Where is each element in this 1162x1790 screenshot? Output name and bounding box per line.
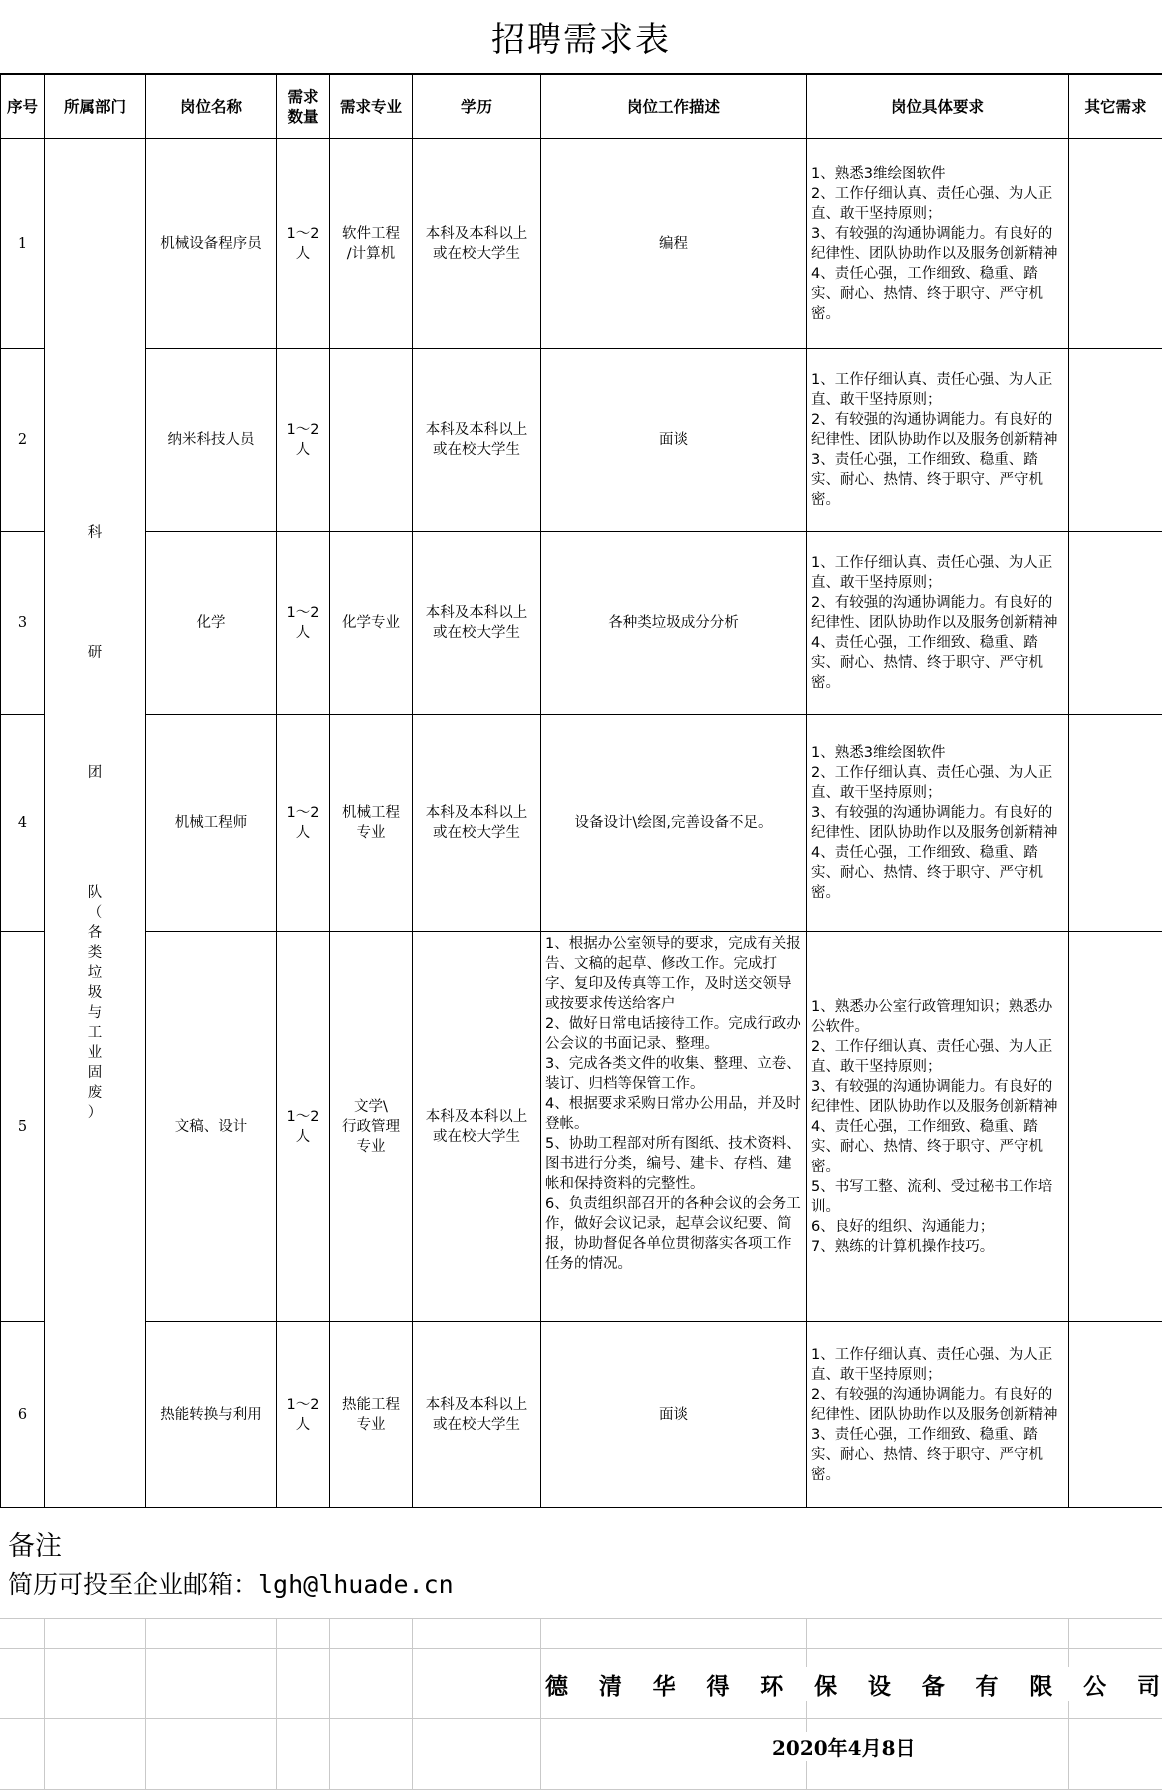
dept-cell <box>45 139 146 1508</box>
company-char: 得 <box>706 1672 730 1700</box>
notes-label: 备注 <box>8 1531 62 1562</box>
header-desc: 岗位工作描述 <box>541 75 807 139</box>
recruitment-table <box>0 74 1162 1508</box>
row-req: 1、熟悉办公室行政管理知识；熟悉办公软件。 2、工作仔细认真、责任心强、为人正直、敢干坚持原则； 3、有较强的沟通协调能力。有良好的纪律性、团队协助作以及服务创新精神 4、责任心强，工作细致、稳重、踏实、耐心、热情、终于职守、严守机密。 5、书写工整、流利、受过秘书工作培训。 6、良好的组织、沟通能力； 7、熟练的计算机操作技巧。 <box>807 932 1069 1322</box>
row-edu: 本科及本科以上 或在校大学生 <box>413 1322 541 1508</box>
table-row <box>1 932 1162 1322</box>
row-desc: 面谈 <box>541 349 807 532</box>
email-line: 简历可投至企业邮箱：lgh@lhuade.cn <box>8 1570 454 1599</box>
page-title: 招聘需求表 <box>0 0 1162 74</box>
row-position: 文稿、设计 <box>146 932 277 1322</box>
header-seq: 序号 <box>1 75 45 139</box>
row-other <box>1069 715 1162 932</box>
table-row <box>1 715 1162 932</box>
company-char: 有 <box>975 1672 999 1700</box>
row-other <box>1069 1322 1162 1508</box>
company-char: 华 <box>652 1672 676 1700</box>
table-body <box>1 139 1162 1508</box>
row-major <box>330 349 413 532</box>
dept-char: 团 <box>87 765 103 781</box>
company-char: 设 <box>867 1672 891 1700</box>
row-qty: 1～2 人 <box>277 532 330 715</box>
dept-char: 废 <box>87 1085 103 1101</box>
row-desc: 1、根据办公室领导的要求，完成有关报告、文稿的起草、修改工作。完成打字、复印及传真等工作，及时送交领导或按要求传送给客户 2、做好日常电话接待工作。完成行政办公会议的书面记录、整理。 3、完成各类文件的收集、整理、立卷、装订、归档等保管工作。 4、根据要求采购日常办公用品，并及时登帐。 5、协助工程部对所有图纸、技术资料、图书进行分类，编号、建卡、存档、建帐和保持资料的完整性。 6、负责组织部召开的各种会议的会务工作，做好会议记录，起草会议纪要、简报，协助督促各单位贯彻落实各项工作任务的情况。 <box>541 932 807 1322</box>
header-dept: 所属部门 <box>45 75 146 139</box>
company-char: 限 <box>1029 1672 1053 1700</box>
dept-char: 类 <box>87 945 103 961</box>
row-position: 化学 <box>146 532 277 715</box>
company-name <box>545 1667 1160 1701</box>
row-major: 文学\ 行政管理 专业 <box>330 932 413 1322</box>
table-row <box>1 139 1162 349</box>
dept-vertical-text <box>45 523 145 1123</box>
row-other <box>1069 139 1162 349</box>
row-edu: 本科及本科以上 或在校大学生 <box>413 532 541 715</box>
dept-char: 垃 <box>87 965 103 981</box>
row-seq: 6 <box>1 1322 45 1508</box>
row-req: 1、熟悉3维绘图软件 2、工作仔细认真、责任心强、为人正直、敢干坚持原则； 3、有较强的沟通协调能力。有良好的纪律性、团队协助作以及服务创新精神 4、责任心强，工作细致、稳重、踏实、耐心、热情、终于职守、严守机密。 <box>807 715 1069 932</box>
dept-char: （ <box>87 905 103 921</box>
empty-grid <box>0 1618 1162 1790</box>
row-req: 1、工作仔细认真、责任心强、为人正直、敢干坚持原则； 2、有较强的沟通协调能力。有良好的纪律性、团队协助作以及服务创新精神 3、责任心强，工作细致、稳重、踏实、耐心、热情、终于职守、严守机密。 <box>807 1322 1069 1508</box>
table-row <box>1 532 1162 715</box>
signature-date: 2020年4月8日 <box>770 1732 918 1761</box>
dept-char: 与 <box>87 1005 103 1021</box>
dept-char: 工 <box>87 1025 103 1041</box>
dept-char: 各 <box>87 925 103 941</box>
company-char: 备 <box>921 1672 945 1700</box>
row-other <box>1069 932 1162 1322</box>
row-edu: 本科及本科以上 或在校大学生 <box>413 932 541 1322</box>
company-char: 司 <box>1136 1672 1160 1700</box>
row-seq: 2 <box>1 349 45 532</box>
row-edu: 本科及本科以上 或在校大学生 <box>413 349 541 532</box>
row-major: 软件工程 /计算机 <box>330 139 413 349</box>
row-seq: 5 <box>1 932 45 1322</box>
row-other <box>1069 349 1162 532</box>
row-major: 化学专业 <box>330 532 413 715</box>
dept-char: ） <box>87 1105 103 1121</box>
dept-char: 研 <box>87 645 103 661</box>
header-row <box>1 75 1162 139</box>
notes-block <box>8 1528 454 1604</box>
row-desc: 各种类垃圾成分分析 <box>541 532 807 715</box>
row-qty: 1～2 人 <box>277 349 330 532</box>
row-req: 1、工作仔细认真、责任心强、为人正直、敢干坚持原则； 2、有较强的沟通协调能力。有良好的纪律性、团队协助作以及服务创新精神 3、责任心强，工作细致、稳重、踏实、耐心、热情、终于职守、严守机密。 <box>807 349 1069 532</box>
row-other <box>1069 532 1162 715</box>
row-qty: 1～2 人 <box>277 1322 330 1508</box>
table-row <box>1 349 1162 532</box>
row-position: 热能转换与利用 <box>146 1322 277 1508</box>
table-row <box>1 1322 1162 1508</box>
header-edu: 学历 <box>413 75 541 139</box>
company-char: 公 <box>1083 1672 1107 1700</box>
company-char: 清 <box>598 1672 622 1700</box>
row-position: 纳米科技人员 <box>146 349 277 532</box>
row-major: 机械工程 专业 <box>330 715 413 932</box>
dept-char: 业 <box>87 1045 103 1061</box>
row-position: 机械工程师 <box>146 715 277 932</box>
row-qty: 1～2 人 <box>277 715 330 932</box>
dept-char: 圾 <box>87 985 103 1001</box>
row-seq: 4 <box>1 715 45 932</box>
header-major: 需求专业 <box>330 75 413 139</box>
row-desc: 编程 <box>541 139 807 349</box>
header-position: 岗位名称 <box>146 75 277 139</box>
row-req: 1、工作仔细认真、责任心强、为人正直、敢干坚持原则； 2、有较强的沟通协调能力。有良好的纪律性、团队协助作以及服务创新精神 4、责任心强，工作细致、稳重、踏实、耐心、热情、终于职守、严守机密。 <box>807 532 1069 715</box>
header-other: 其它需求 <box>1069 75 1162 139</box>
row-edu: 本科及本科以上 或在校大学生 <box>413 715 541 932</box>
row-major: 热能工程 专业 <box>330 1322 413 1508</box>
header-qty: 需求数量 <box>277 75 330 139</box>
row-position: 机械设备程序员 <box>146 139 277 349</box>
row-seq: 3 <box>1 532 45 715</box>
dept-char: 固 <box>87 1065 103 1081</box>
dept-char: 队 <box>87 885 103 901</box>
row-desc: 设备设计\绘图,完善设备不足。 <box>541 715 807 932</box>
row-qty: 1～2 人 <box>277 139 330 349</box>
row-req: 1、熟悉3维绘图软件 2、工作仔细认真、责任心强、为人正直、敢干坚持原则； 3、有较强的沟通协调能力。有良好的纪律性、团队协助作以及服务创新精神 4、责任心强，工作细致、稳重、踏实、耐心、热情、终于职守、严守机密。 <box>807 139 1069 349</box>
row-edu: 本科及本科以上 或在校大学生 <box>413 139 541 349</box>
row-desc: 面谈 <box>541 1322 807 1508</box>
header-req: 岗位具体要求 <box>807 75 1069 139</box>
company-char: 环 <box>760 1672 784 1700</box>
dept-char: 科 <box>87 525 103 541</box>
row-qty: 1～2 人 <box>277 932 330 1322</box>
company-char: 德 <box>545 1672 568 1700</box>
row-seq: 1 <box>1 139 45 349</box>
company-char: 保 <box>814 1672 838 1700</box>
